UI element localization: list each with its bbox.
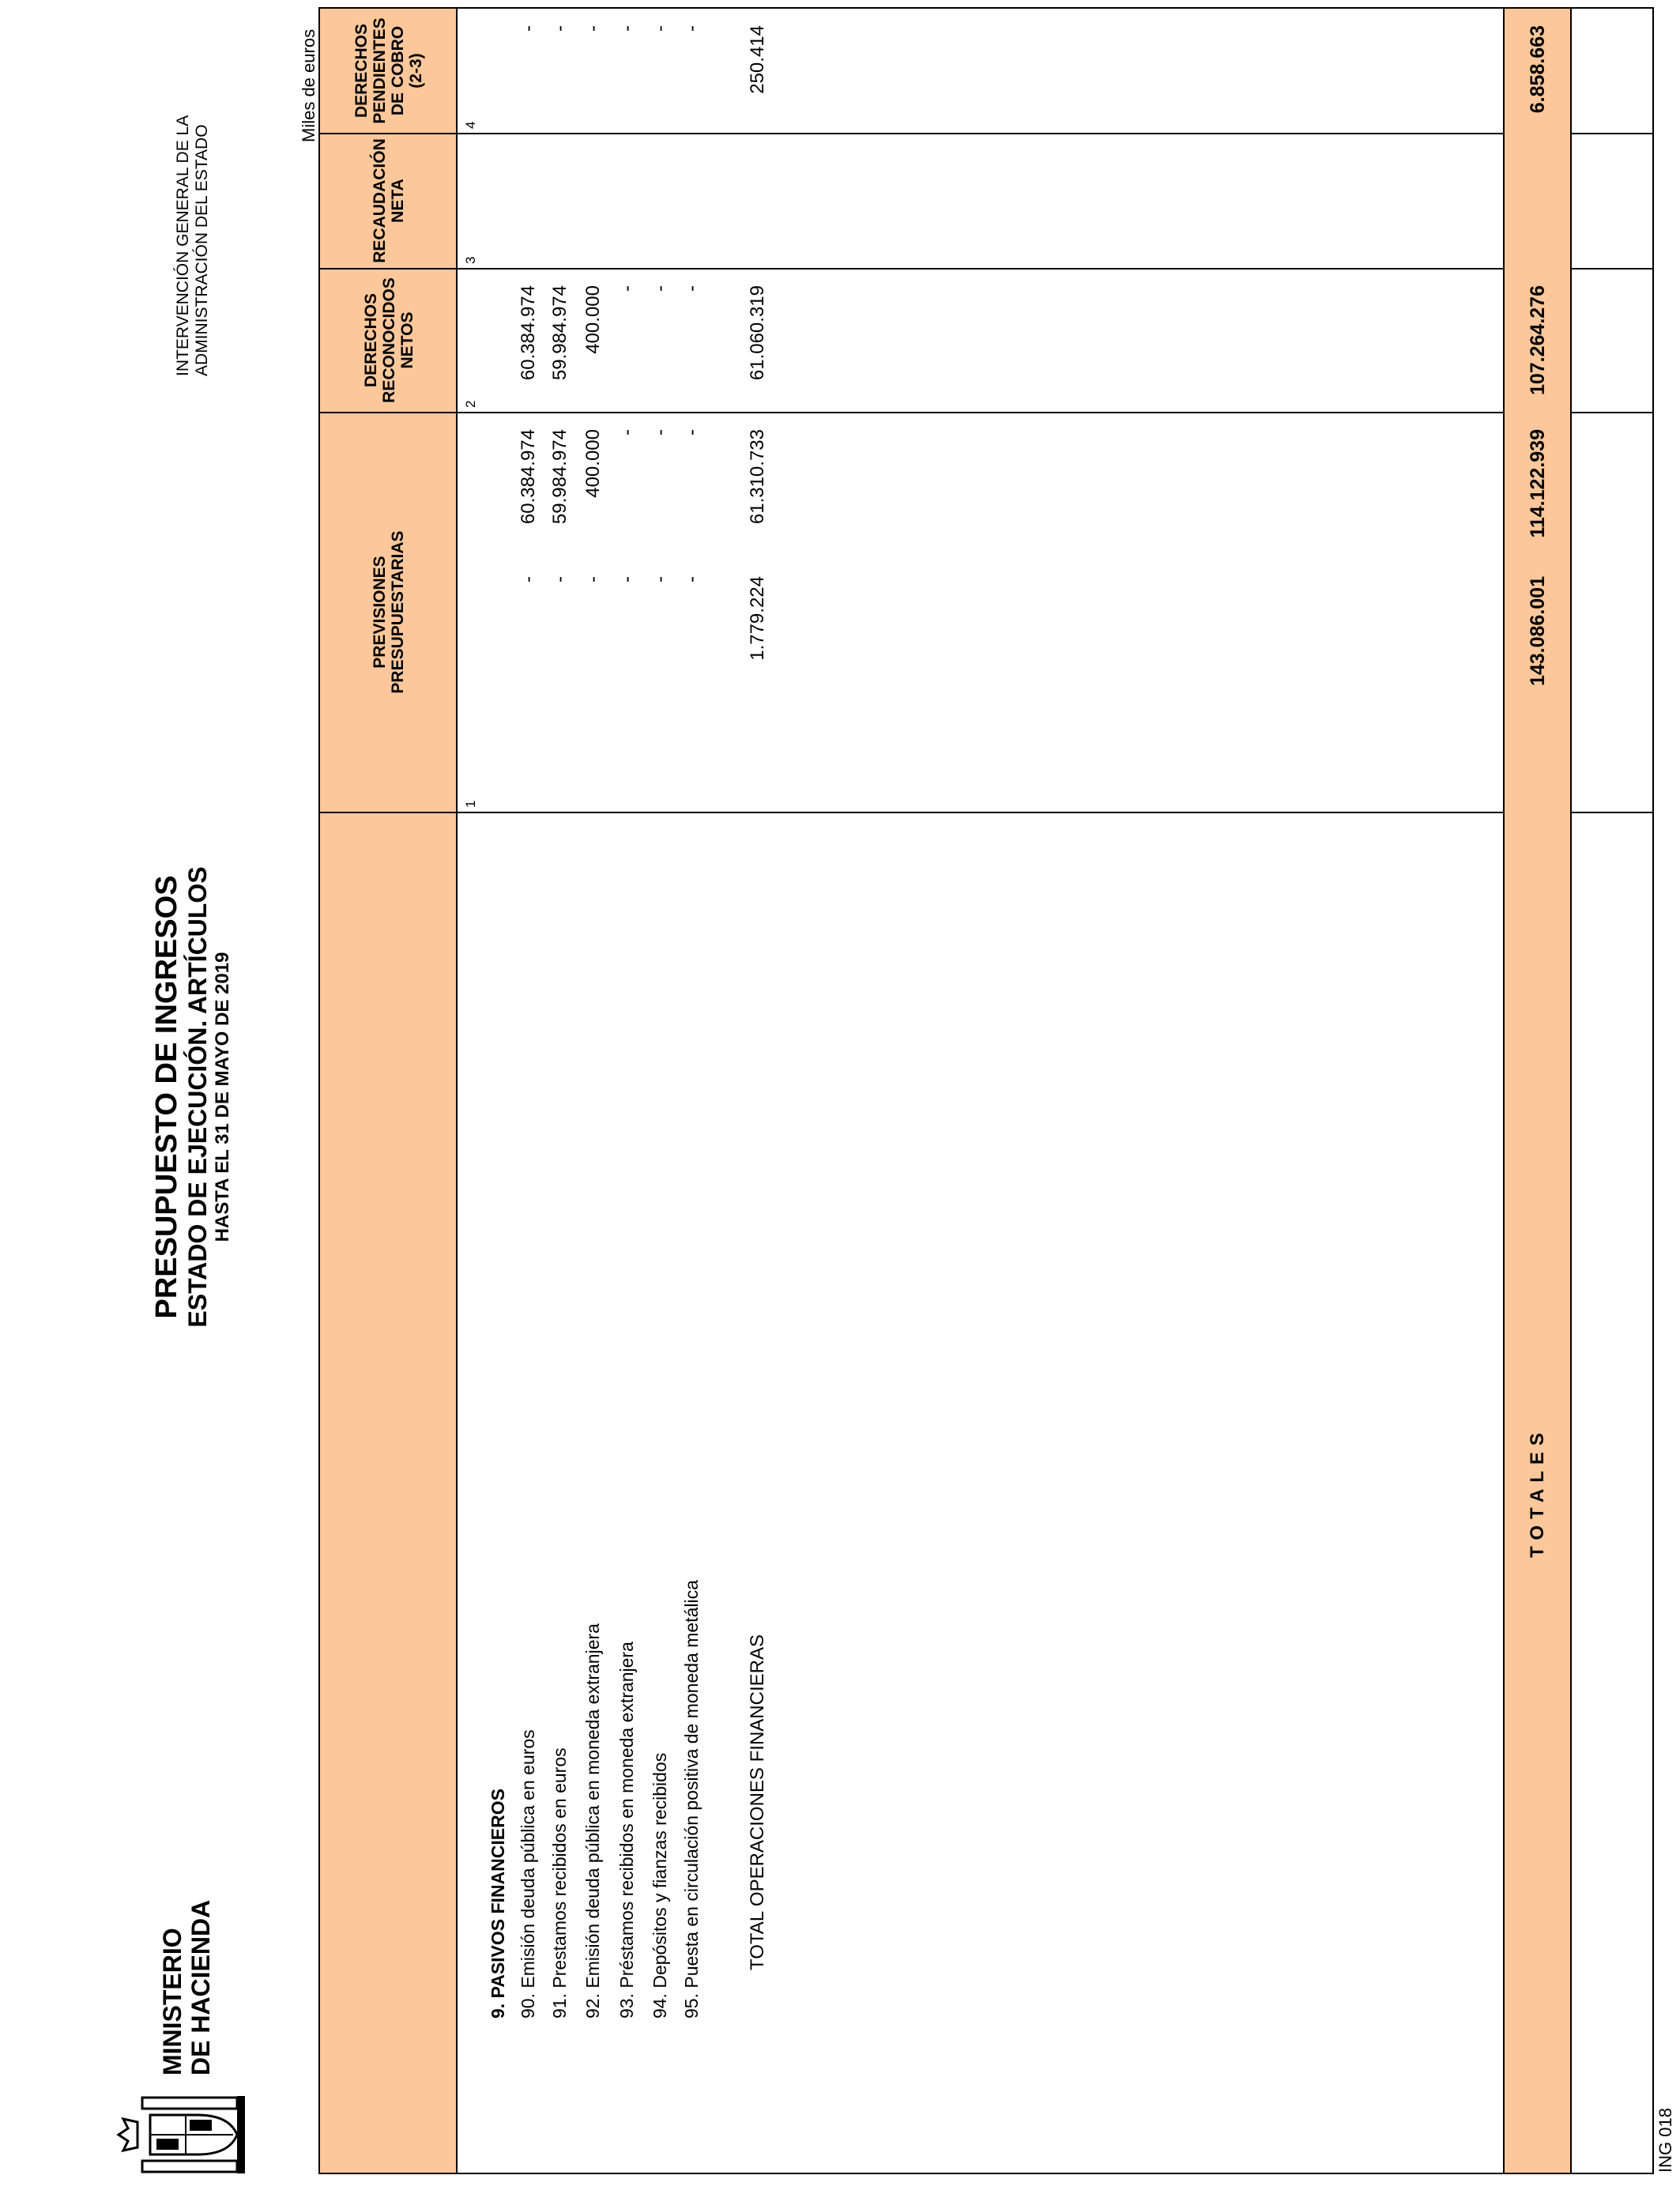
col-header-line: DE COBRO: [389, 25, 407, 116]
row-value-previsiones: -: [650, 576, 671, 582]
total-value-reconocidos: 61.310.733: [747, 429, 768, 525]
row-value-previsiones: -: [681, 576, 703, 582]
issuer-line-2: ADMINISTRACIÓN DEL ESTADO: [193, 124, 211, 376]
row-label: 94. Depósitos y fianzas recibidos: [650, 1752, 670, 2019]
ministry-name: [158, 1900, 215, 2075]
row-label-pasivos-financieros: 9. PASIVOS FINANCIEROS: [488, 1789, 508, 2019]
col-header-line: PRESUPUESTARIAS: [389, 530, 407, 694]
row-value-previsiones: -: [616, 576, 638, 582]
budget-table: [318, 7, 1654, 2174]
issuer-line-1: INTERVENCIÓN GENERAL DE LA: [174, 115, 192, 376]
row-value-reconocidos: -: [681, 429, 703, 435]
col-header-line: (2-3): [407, 53, 425, 89]
row-value-pendientes: -: [582, 25, 604, 32]
coat-of-arms-icon: [111, 2091, 261, 2178]
ministry-line-1: MINISTERIO: [158, 1928, 186, 2075]
totals-value-reconocidos: 114.122.939: [1527, 429, 1549, 538]
issuer-name: [174, 115, 212, 376]
total-value-previsiones: 1.779.224: [747, 576, 768, 661]
row-label: 95. Puesta en circulación positiva de moneda metálica: [681, 1580, 702, 2019]
col-header-line: DERECHOS: [352, 24, 371, 119]
row-value-pendientes: -: [650, 25, 671, 32]
row-value-reconocidos: -: [650, 429, 671, 435]
col-header-line: RECAUDACIÓN: [371, 138, 389, 263]
total-value-recaudacion: 61.060.319: [747, 285, 768, 381]
report-period: HASTA EL 31 DE MAYO DE 2019: [212, 952, 233, 1242]
row-value-recaudacion: 59.984.974: [549, 285, 571, 381]
row-label: 91. Prestamos recibidos en euros: [549, 1747, 570, 2019]
col-header-line: NETA: [389, 179, 407, 223]
row-value-previsiones: -: [518, 576, 539, 582]
column-divider: [320, 268, 1652, 270]
col-header-previsiones: [320, 413, 458, 812]
col-header-line: RECONOCIDOS: [379, 277, 398, 403]
row-value-recaudacion: 60.384.974: [518, 285, 539, 381]
total-operaciones-label: TOTAL OPERACIONES FINANCIERAS: [747, 1634, 768, 1970]
row-value-reconocidos: 400.000: [582, 429, 604, 498]
row-value-recaudacion: -: [616, 285, 638, 292]
report-titles: [150, 790, 234, 1404]
row-value-pendientes: -: [616, 25, 638, 32]
row-value-recaudacion: 400.000: [582, 285, 604, 354]
row-value-pendientes: -: [518, 25, 539, 32]
row-value-reconocidos: 60.384.974: [518, 429, 539, 525]
totals-row: [1503, 9, 1572, 2173]
row-label: 92. Emisión deuda pública en moneda extranjera: [582, 1623, 603, 2019]
col-header-recaudacion: [320, 134, 458, 268]
row-value-reconocidos: 59.984.974: [549, 429, 571, 525]
totals-value-pendientes: 6.858.663: [1527, 25, 1549, 114]
col-number-4: 4: [463, 121, 478, 129]
col-header-line: DERECHOS: [361, 292, 380, 388]
col-header-line: NETOS: [397, 311, 416, 369]
col-header-line: PENDIENTES: [371, 17, 389, 124]
row-value-previsiones: -: [582, 576, 604, 582]
col-number-2: 2: [463, 400, 478, 408]
units-label: Miles de euros: [299, 28, 318, 142]
row-value-previsiones: -: [549, 576, 571, 582]
row-label: 93. Préstamos recibidos en moneda extranjera: [616, 1642, 637, 2019]
page-subtitle: ESTADO DE EJECUCIÓN. ARTÍCULOS: [183, 866, 212, 1328]
col-header-derechos-reconocidos: [320, 269, 458, 412]
page-title: PRESUPUESTO DE INGRESOS: [150, 875, 183, 1319]
total-value-pendientes: 250.414: [747, 25, 768, 94]
totals-value-recaudacion: 107.264.276: [1527, 285, 1549, 396]
row-value-recaudacion: -: [650, 285, 671, 292]
row-value-reconocidos: -: [616, 429, 638, 435]
form-code: ING 018: [1656, 2108, 1675, 2173]
totals-value-previsiones: 143.086.001: [1527, 576, 1549, 687]
ministry-line-2: DE HACIENDA: [186, 1899, 215, 2075]
row-value-pendientes: -: [549, 25, 571, 32]
col-header-pendientes: [320, 9, 458, 133]
row-value-pendientes: -: [681, 25, 703, 32]
row-value-recaudacion: -: [681, 285, 703, 292]
totals-label: TOTALES: [1526, 1427, 1548, 1558]
col-header-line: PREVISIONES: [371, 556, 389, 669]
col-number-3: 3: [463, 256, 478, 264]
row-label: 90. Emisión deuda pública en euros: [518, 1729, 538, 2019]
col-number-1: 1: [463, 800, 478, 808]
table-header: [320, 9, 458, 2173]
